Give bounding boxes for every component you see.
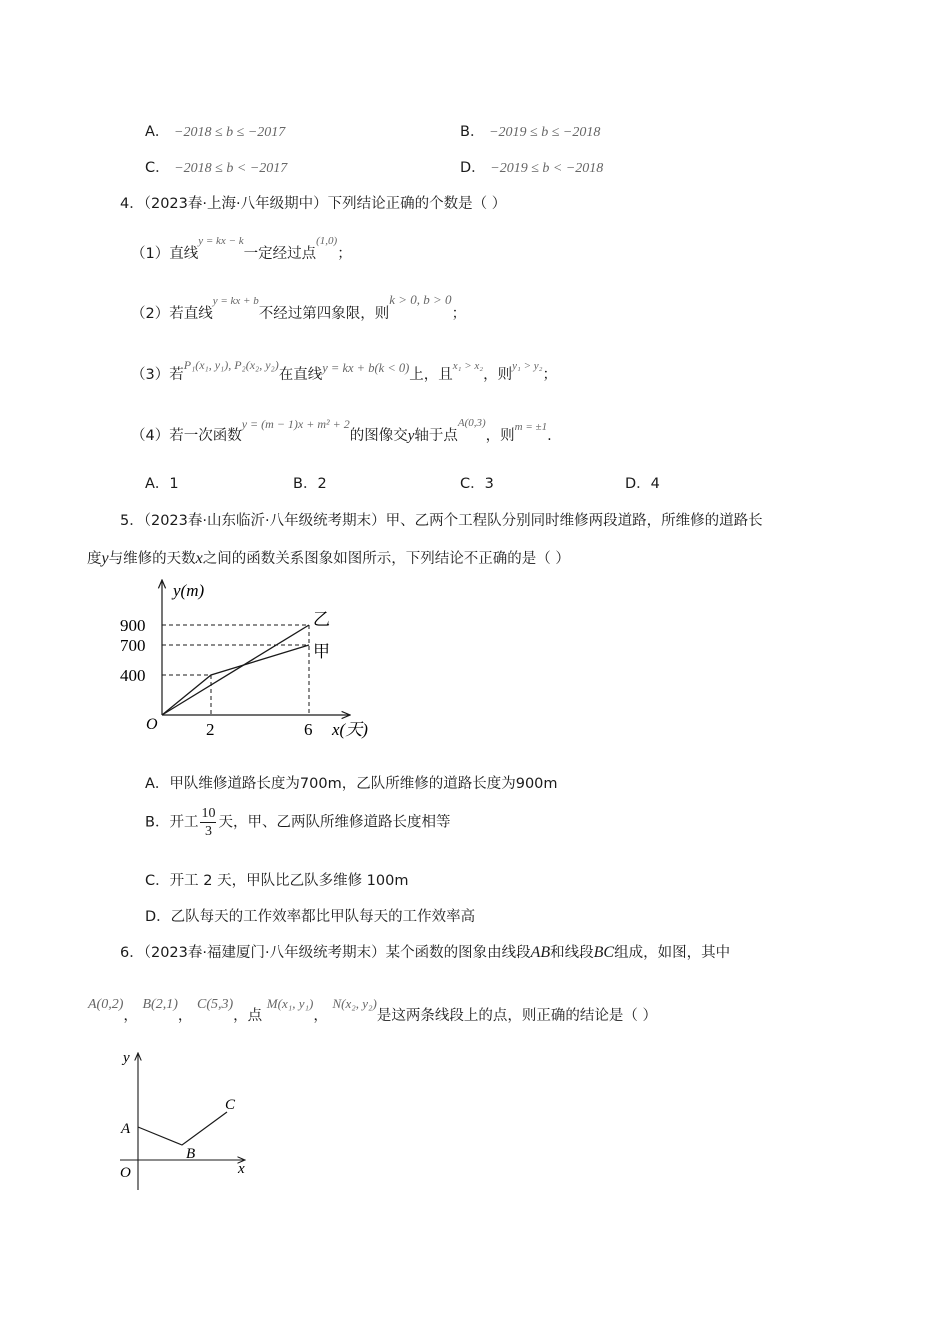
- segment-ab: AB: [530, 944, 551, 961]
- y-tick-400: 400: [120, 666, 146, 685]
- label-b: B: [186, 1146, 196, 1162]
- text: 天，甲、乙两队所维修道路长度相等: [218, 814, 451, 831]
- text: 与维修的天数: [108, 551, 196, 567]
- series-label-0: 乙: [313, 610, 330, 629]
- text: B．开工: [145, 814, 199, 831]
- equation: y = kx − k: [198, 235, 244, 247]
- text: （3）若: [131, 367, 184, 383]
- text: 6．（2023春·福建厦门·八年级统考期末）某个函数的图象由线段: [120, 945, 531, 961]
- text: ，: [123, 1008, 138, 1024]
- equation: y = kx + b: [212, 295, 259, 307]
- q4-statement-4: [131, 417, 552, 445]
- x-tick-2: 2: [206, 720, 215, 739]
- series-label-1: 甲: [313, 642, 330, 661]
- point-b: B(2,1): [142, 997, 178, 1012]
- text: ，则: [483, 367, 513, 383]
- text: （2）若直线: [131, 306, 213, 322]
- q3-option-a: [145, 120, 285, 141]
- origin-label: O: [120, 1165, 131, 1181]
- x-tick-6: 6: [304, 720, 313, 739]
- q4-option-d: D．4: [625, 476, 660, 492]
- var-y: y: [407, 428, 415, 444]
- option-expr: −2018 ≤ b < −2017: [174, 161, 288, 176]
- q4-statement-3: [131, 358, 557, 384]
- y-label: y: [123, 1050, 130, 1066]
- fraction: [200, 805, 216, 840]
- text: 的图像交: [349, 428, 408, 444]
- text: 在直线: [278, 367, 323, 383]
- text: （4）若一次函数: [131, 428, 242, 444]
- point-a: A(0,2): [88, 997, 124, 1012]
- option-label: C．: [145, 160, 170, 176]
- text: 是这两条线段上的点，则正确的结论是（ ）: [376, 1008, 657, 1024]
- option-label: B．: [460, 124, 485, 140]
- y-tick-700: 700: [120, 636, 146, 655]
- x-label: x: [238, 1161, 245, 1177]
- option-expr: −2018 ≤ b ≤ −2017: [174, 125, 286, 140]
- segment-bc: BC: [593, 944, 615, 961]
- condition: k > 0, b > 0: [389, 292, 452, 307]
- point: A(0,3): [457, 417, 486, 429]
- x-axis-label: x(天): [332, 720, 368, 739]
- point: (1,0): [316, 235, 338, 247]
- points: P₁(x₁, y₁), P₂(x₂, y₂): [183, 358, 279, 372]
- q3-option-d: [460, 156, 603, 177]
- text: .: [547, 428, 552, 444]
- q5-option-b: [145, 805, 450, 840]
- equation: y = kx + b(k < 0): [322, 361, 410, 375]
- y-axis-label: y(m): [173, 581, 205, 600]
- text: ；: [542, 367, 557, 383]
- text: 一定经过点: [243, 246, 317, 262]
- q4-statement-1: [131, 235, 352, 263]
- q5-option-c: C．开工 2 天，甲队比乙队多维修 100m: [145, 873, 409, 889]
- equation: y = (m − 1)x + m² + 2: [241, 417, 350, 431]
- text: 不经过第四象限，则: [258, 306, 390, 322]
- point-m: M(x₁, y₁): [266, 996, 314, 1011]
- q4-statement-2: [131, 292, 467, 323]
- option-expr: −2019 ≤ b ≤ −2018: [489, 125, 601, 140]
- y-tick-900: 900: [120, 616, 146, 635]
- q4-option-b: B．2: [293, 476, 327, 492]
- text: （1）直线: [131, 246, 199, 262]
- option-label: D．: [460, 160, 486, 176]
- q3-option-b: [460, 120, 600, 141]
- text: 度: [87, 551, 102, 567]
- q6-stem-line1: [120, 941, 730, 962]
- text: ；: [451, 306, 467, 322]
- text: ，则: [485, 428, 515, 444]
- numerator: 10: [201, 806, 216, 821]
- q6-graph: [110, 1045, 270, 1195]
- origin-label: O: [146, 716, 158, 733]
- text: ，点: [233, 1008, 263, 1024]
- text: ，: [313, 1008, 328, 1024]
- condition-1: x₁ > x₂: [452, 360, 484, 372]
- text: 之间的函数关系图象如图所示，下列结论不正确的是（ ）: [202, 551, 570, 567]
- text: 组成，如图，其中: [614, 945, 731, 961]
- q4-stem: 4．（2023春·上海·八年级期中）下列结论正确的个数是（ ）: [120, 196, 507, 212]
- var-x: x: [195, 550, 203, 567]
- series-lines: [162, 610, 330, 715]
- option-expr: −2019 ≤ b < −2018: [490, 161, 604, 176]
- segment-ab-bc: [138, 1112, 227, 1145]
- series-line-0: [162, 625, 309, 715]
- q5-stem-line2: [87, 547, 570, 568]
- q5-line-chart: [110, 572, 390, 748]
- text: ，: [177, 1008, 193, 1024]
- series-line-1: [162, 645, 309, 715]
- q5-option-d: D．乙队每天的工作效率都比甲队每天的工作效率高: [145, 909, 476, 925]
- text: 轴于点: [414, 428, 458, 444]
- result: m = ±1: [514, 421, 548, 433]
- q5-stem-line1: 5．（2023春·山东临沂·八年级统考期末）甲、乙两个工程队分别同时维修两段道路，所维修的道路长: [120, 513, 763, 529]
- var-y: y: [101, 550, 109, 567]
- condition-2: y₁ > y₂: [512, 360, 543, 372]
- q4-option-a: A．1: [145, 476, 179, 492]
- denominator: 3: [204, 824, 212, 839]
- point-c: C(5,3): [197, 997, 234, 1012]
- point-n: N(x₂, y₂): [332, 996, 377, 1011]
- q5-option-a: A．甲队维修道路长度为700m，乙队所维修的道路长度为900m: [145, 776, 558, 792]
- text: 和线段: [550, 945, 594, 961]
- q3-option-c: [145, 156, 287, 177]
- option-label: A．: [145, 124, 170, 140]
- label-c: C: [225, 1097, 236, 1113]
- label-a: A: [121, 1121, 131, 1137]
- text: 上，且: [409, 367, 453, 383]
- q4-option-c: C．3: [460, 476, 494, 492]
- q6-stem-line2: [88, 996, 657, 1025]
- text: ；: [337, 246, 352, 262]
